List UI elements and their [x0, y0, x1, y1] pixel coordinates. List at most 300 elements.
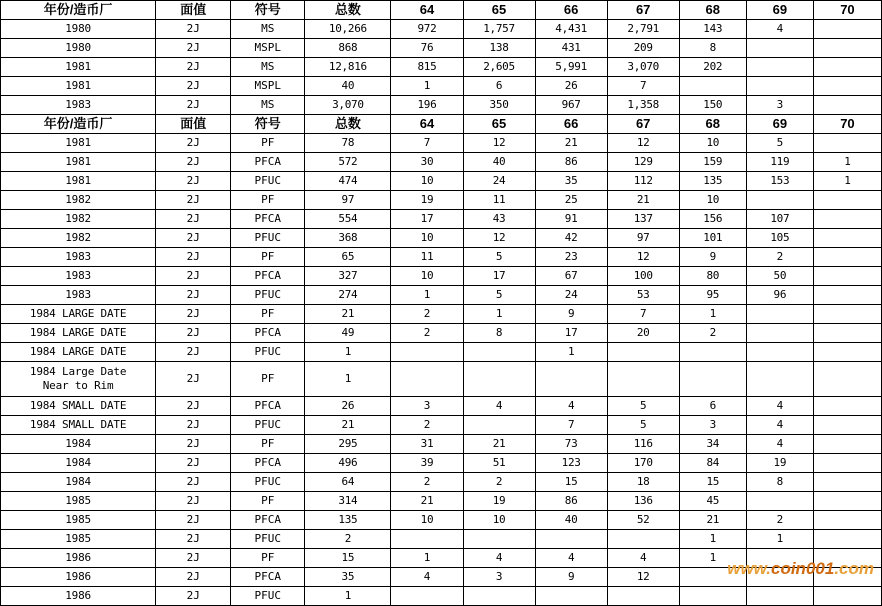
table-cell: 2J [156, 492, 231, 511]
table-cell [813, 58, 881, 77]
table-cell [391, 587, 463, 606]
column-header-cell: 66 [535, 115, 607, 134]
table-cell: PFCA [231, 210, 305, 229]
table-cell: 2 [305, 530, 391, 549]
table-cell: 64 [305, 473, 391, 492]
table-cell: 9 [679, 248, 746, 267]
table-cell: 3,070 [305, 96, 391, 115]
table-cell: 2J [156, 587, 231, 606]
table-cell: 4 [746, 20, 813, 39]
table-cell: MSPL [231, 39, 305, 58]
table-cell: 350 [463, 96, 535, 115]
table-cell [679, 77, 746, 96]
table-cell [813, 587, 881, 606]
table-cell: 96 [746, 286, 813, 305]
table-cell: 3 [746, 96, 813, 115]
table-cell: 4 [463, 549, 535, 568]
table-cell [746, 568, 813, 587]
table-cell: PFCA [231, 568, 305, 587]
table-cell: 153 [746, 172, 813, 191]
table-cell [391, 362, 463, 397]
table-cell [813, 96, 881, 115]
table-cell: 39 [391, 454, 463, 473]
table-row [1, 39, 882, 58]
table-cell [813, 39, 881, 58]
table-cell: 1983 [1, 248, 156, 267]
table-row [1, 416, 882, 435]
column-header-cell: 67 [607, 1, 679, 20]
table-cell: 209 [607, 39, 679, 58]
table-cell: 97 [607, 229, 679, 248]
table-row [1, 549, 882, 568]
table-row [1, 343, 882, 362]
table-cell: PF [231, 191, 305, 210]
column-header-cell: 65 [463, 115, 535, 134]
table-cell: 2J [156, 454, 231, 473]
table-row [1, 473, 882, 492]
table-cell: 15 [305, 549, 391, 568]
table-cell: 80 [679, 267, 746, 286]
table-cell: 2 [391, 473, 463, 492]
table-row [1, 305, 882, 324]
table-cell: 86 [535, 492, 607, 511]
table-cell: 19 [391, 191, 463, 210]
table-cell: 17 [535, 324, 607, 343]
table-cell: 1985 [1, 511, 156, 530]
table-cell: 2J [156, 305, 231, 324]
table-row [1, 362, 882, 397]
table-row [1, 286, 882, 305]
table-cell: 1982 [1, 210, 156, 229]
table-cell: 40 [463, 153, 535, 172]
column-header-cell: 64 [391, 115, 463, 134]
table-cell [813, 511, 881, 530]
table-cell [391, 343, 463, 362]
table-row [1, 492, 882, 511]
table-cell [535, 587, 607, 606]
table-cell [813, 248, 881, 267]
table-cell: 3,070 [607, 58, 679, 77]
table-cell: 327 [305, 267, 391, 286]
table-cell: 1 [391, 549, 463, 568]
table-cell: 11 [391, 248, 463, 267]
table-cell: 1981 [1, 172, 156, 191]
table-cell: 53 [607, 286, 679, 305]
table-cell: 815 [391, 58, 463, 77]
table-cell: 2,791 [607, 20, 679, 39]
column-header-cell: 64 [391, 1, 463, 20]
table-cell: PFUC [231, 416, 305, 435]
table-cell: 4 [463, 397, 535, 416]
table-cell: 21 [607, 191, 679, 210]
column-header-cell: 69 [746, 1, 813, 20]
table-cell: 10,266 [305, 20, 391, 39]
table-cell: 2 [391, 416, 463, 435]
table-cell: 1981 [1, 77, 156, 96]
table-cell [813, 134, 881, 153]
table-cell: 3 [391, 397, 463, 416]
table-cell: 24 [463, 172, 535, 191]
table-cell: PF [231, 492, 305, 511]
table-row [1, 191, 882, 210]
table-cell: 123 [535, 454, 607, 473]
table-cell: 34 [679, 435, 746, 454]
column-header-cell: 65 [463, 1, 535, 20]
table-cell: 2J [156, 39, 231, 58]
table-cell: 21 [391, 492, 463, 511]
table-row [1, 587, 882, 606]
table-cell: 1 [305, 362, 391, 397]
table-cell: 2J [156, 172, 231, 191]
table-cell: 2J [156, 58, 231, 77]
table-cell [813, 473, 881, 492]
table-cell: 2J [156, 153, 231, 172]
table-cell: 2J [156, 20, 231, 39]
table-cell [746, 492, 813, 511]
table-cell: 10 [679, 191, 746, 210]
table-cell [679, 587, 746, 606]
table-cell: 2J [156, 77, 231, 96]
table-cell: 10 [391, 172, 463, 191]
cell-line: 1984 Large Date [29, 365, 127, 379]
table-cell: 150 [679, 96, 746, 115]
table-cell: 40 [535, 511, 607, 530]
table-row [1, 454, 882, 473]
table-cell: PFUC [231, 286, 305, 305]
column-header-cell: 70 [813, 115, 881, 134]
table-cell: 2J [156, 96, 231, 115]
table-cell: 2 [746, 511, 813, 530]
column-header-cell: 67 [607, 115, 679, 134]
table-cell: 12,816 [305, 58, 391, 77]
table-cell: 97 [305, 191, 391, 210]
table-cell: PFCA [231, 324, 305, 343]
table-cell: 1 [535, 343, 607, 362]
table-cell: 368 [305, 229, 391, 248]
table-cell: 554 [305, 210, 391, 229]
table-cell [813, 20, 881, 39]
table-cell: 972 [391, 20, 463, 39]
table-cell: 10 [391, 511, 463, 530]
table-cell [746, 343, 813, 362]
table-cell: PF [231, 305, 305, 324]
column-header-cell: 面值 [156, 115, 231, 134]
table-cell: 4 [391, 568, 463, 587]
table-cell: 12 [463, 229, 535, 248]
table-cell: 1981 [1, 134, 156, 153]
table-cell: 143 [679, 20, 746, 39]
table-cell: 135 [305, 511, 391, 530]
table-row [1, 530, 882, 549]
table-cell: 12 [607, 248, 679, 267]
table-cell: 21 [463, 435, 535, 454]
table-cell: 2 [746, 248, 813, 267]
table-cell: 12 [463, 134, 535, 153]
table-cell [463, 343, 535, 362]
table-cell: 1 [305, 343, 391, 362]
table-cell: 2J [156, 473, 231, 492]
table-cell [746, 362, 813, 397]
table-cell: 112 [607, 172, 679, 191]
table-cell: 2J [156, 191, 231, 210]
table-row [1, 267, 882, 286]
table-cell: 1 [463, 305, 535, 324]
table-cell [813, 362, 881, 397]
table-cell: 1983 [1, 286, 156, 305]
column-header-cell: 年份/造币厂 [1, 1, 156, 20]
table-cell: 1986 [1, 587, 156, 606]
table-cell: 5 [607, 397, 679, 416]
table-row [1, 172, 882, 191]
column-header-cell: 年份/造币厂 [1, 115, 156, 134]
table-cell: 8 [746, 473, 813, 492]
cell-line: Near to Rim [42, 379, 114, 392]
table-cell: 25 [535, 191, 607, 210]
table-cell [813, 492, 881, 511]
table-cell [813, 530, 881, 549]
table-cell: PFCA [231, 267, 305, 286]
table-row [1, 248, 882, 267]
table-cell [607, 362, 679, 397]
table-cell: 1986 [1, 568, 156, 587]
table-cell: 21 [535, 134, 607, 153]
table-cell: 2J [156, 568, 231, 587]
table-cell: 2J [156, 416, 231, 435]
table-cell [813, 416, 881, 435]
table-cell: 1 [391, 286, 463, 305]
table-cell: PF [231, 248, 305, 267]
table-cell: 15 [679, 473, 746, 492]
table-cell: PFUC [231, 229, 305, 248]
table-cell: 19 [746, 454, 813, 473]
table-row [1, 435, 882, 454]
table-cell: 24 [535, 286, 607, 305]
table-cell: 15 [535, 473, 607, 492]
table-cell: PFUC [231, 530, 305, 549]
table-cell [813, 549, 881, 568]
table-cell: 3 [463, 568, 535, 587]
table-cell: 1985 [1, 492, 156, 511]
table-cell: 10 [391, 229, 463, 248]
column-header-cell: 总数 [305, 115, 391, 134]
table-cell: MS [231, 96, 305, 115]
table-cell [813, 229, 881, 248]
table-cell: 10 [679, 134, 746, 153]
table-cell: 35 [305, 568, 391, 587]
table-cell: 967 [535, 96, 607, 115]
table-cell: 5 [463, 248, 535, 267]
table-row [1, 153, 882, 172]
table-cell: 7 [391, 134, 463, 153]
table-cell: 12 [607, 568, 679, 587]
column-header-cell: 符号 [231, 1, 305, 20]
table-cell: 138 [463, 39, 535, 58]
table-cell [746, 58, 813, 77]
table-cell: PF [231, 549, 305, 568]
table-header-row [1, 115, 882, 134]
column-header-cell: 面值 [156, 1, 231, 20]
table-cell: 2J [156, 362, 231, 397]
table-row [1, 210, 882, 229]
table-cell: 496 [305, 454, 391, 473]
table-cell: 1981 [1, 153, 156, 172]
table-cell: 12 [607, 134, 679, 153]
table-cell: PFCA [231, 153, 305, 172]
table-cell [535, 530, 607, 549]
table-cell: 5,991 [535, 58, 607, 77]
table-cell: 2J [156, 530, 231, 549]
table-cell: 101 [679, 229, 746, 248]
table-cell [607, 530, 679, 549]
column-header-cell: 符号 [231, 115, 305, 134]
table-cell: 4,431 [535, 20, 607, 39]
table-cell: 1 [813, 153, 881, 172]
table-cell: 40 [305, 77, 391, 96]
table-cell: 4 [746, 435, 813, 454]
table-cell: 42 [535, 229, 607, 248]
table-cell [607, 343, 679, 362]
watermark-prefix: www. [727, 559, 771, 578]
table-cell: 119 [746, 153, 813, 172]
table-cell: PF [231, 362, 305, 397]
table-cell: 1984 LARGE DATE [1, 324, 156, 343]
column-header-cell: 70 [813, 1, 881, 20]
table-cell [463, 362, 535, 397]
table-cell: PFUC [231, 473, 305, 492]
table-cell: 76 [391, 39, 463, 58]
table-cell: 20 [607, 324, 679, 343]
table-cell [813, 286, 881, 305]
table-cell: 9 [535, 305, 607, 324]
table-cell: 1986 [1, 549, 156, 568]
table-cell: 8 [679, 39, 746, 58]
table-cell: 1 [391, 77, 463, 96]
table-cell: 1 [305, 587, 391, 606]
table-row [1, 96, 882, 115]
table-cell: 1980 [1, 39, 156, 58]
table-cell [746, 549, 813, 568]
table-cell: 295 [305, 435, 391, 454]
table-cell [746, 587, 813, 606]
table-cell [813, 77, 881, 96]
table-cell: 2J [156, 435, 231, 454]
table-cell: 45 [679, 492, 746, 511]
table-cell [813, 343, 881, 362]
table-cell: 2,605 [463, 58, 535, 77]
table-cell: 2J [156, 286, 231, 305]
table-cell: 9 [535, 568, 607, 587]
table-row [1, 511, 882, 530]
table-cell [535, 362, 607, 397]
table-cell: 1984 [1, 454, 156, 473]
table-cell [463, 587, 535, 606]
table-cell: 1981 [1, 58, 156, 77]
watermark-suffix: .com [834, 559, 874, 578]
table-cell: 5 [463, 286, 535, 305]
table-cell: 49 [305, 324, 391, 343]
table-cell: 1984 LARGE DATE [1, 305, 156, 324]
table-cell: 2J [156, 134, 231, 153]
table-cell: 129 [607, 153, 679, 172]
table-cell: 2J [156, 343, 231, 362]
table-cell [679, 362, 746, 397]
table-cell: 19 [463, 492, 535, 511]
table-cell: 2J [156, 267, 231, 286]
table-cell [746, 191, 813, 210]
table-cell [813, 568, 881, 587]
table-cell: 2J [156, 229, 231, 248]
table-cell [746, 39, 813, 58]
table-cell [391, 530, 463, 549]
table-cell [813, 324, 881, 343]
table-cell: 18 [607, 473, 679, 492]
watermark-main: coin001 [771, 559, 835, 578]
table-cell: PF [231, 435, 305, 454]
table-cell: 137 [607, 210, 679, 229]
table-cell: 572 [305, 153, 391, 172]
table-cell: 7 [607, 77, 679, 96]
table-cell: 136 [607, 492, 679, 511]
table-cell: 135 [679, 172, 746, 191]
table-header-row [1, 1, 882, 20]
table-cell: 10 [391, 267, 463, 286]
table-cell: 21 [305, 305, 391, 324]
table-cell: 2 [391, 305, 463, 324]
column-header-cell: 68 [679, 115, 746, 134]
table-cell: 1985 [1, 530, 156, 549]
table-cell: 95 [679, 286, 746, 305]
table-cell: 2J [156, 324, 231, 343]
table-cell: 170 [607, 454, 679, 473]
table-cell: 1984 SMALL DATE [1, 416, 156, 435]
table-cell: 50 [746, 267, 813, 286]
table-cell: 156 [679, 210, 746, 229]
table-cell: 1984 LARGE DATE [1, 343, 156, 362]
table-cell: 1982 [1, 229, 156, 248]
table-cell: 4 [607, 549, 679, 568]
table-cell: 1984 [1, 435, 156, 454]
table-cell: PFCA [231, 397, 305, 416]
table-cell [746, 324, 813, 343]
table-cell: 274 [305, 286, 391, 305]
table-cell: 67 [535, 267, 607, 286]
table-cell: PF [231, 134, 305, 153]
table-cell [746, 77, 813, 96]
table-row [1, 134, 882, 153]
table-cell: 73 [535, 435, 607, 454]
table-cell: 78 [305, 134, 391, 153]
table-cell: 2 [679, 324, 746, 343]
table-cell: 196 [391, 96, 463, 115]
table-cell: 10 [463, 511, 535, 530]
table-cell [813, 210, 881, 229]
table-cell [746, 305, 813, 324]
table-cell [607, 587, 679, 606]
table-cell: 105 [746, 229, 813, 248]
table-cell [463, 530, 535, 549]
table-cell: 7 [607, 305, 679, 324]
table-cell: 1983 [1, 96, 156, 115]
table-cell: 51 [463, 454, 535, 473]
table-cell: 11 [463, 191, 535, 210]
table-cell: 84 [679, 454, 746, 473]
table-cell: 21 [679, 511, 746, 530]
table-cell: 2J [156, 210, 231, 229]
table-cell: 23 [535, 248, 607, 267]
table-cell: 868 [305, 39, 391, 58]
table-row [1, 324, 882, 343]
table-cell: 107 [746, 210, 813, 229]
